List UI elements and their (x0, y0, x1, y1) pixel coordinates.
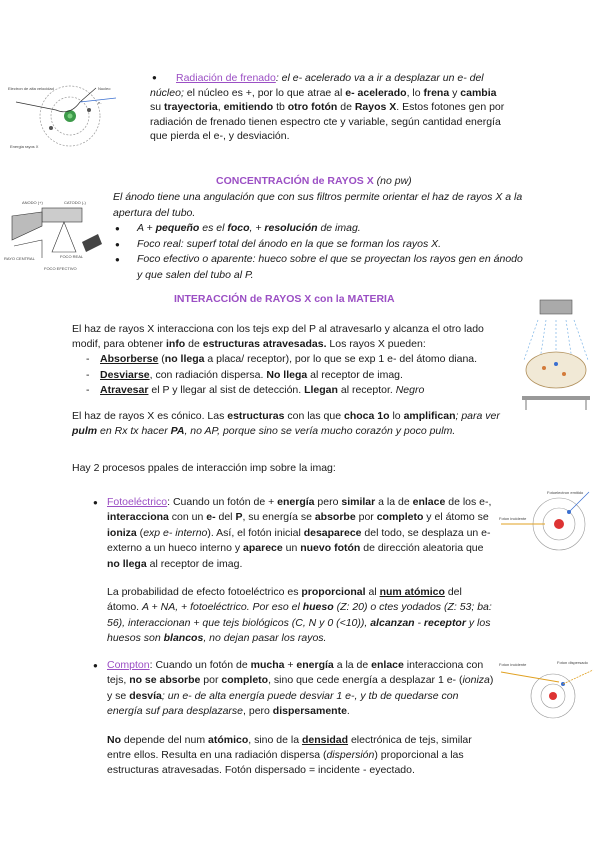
radiacion-frenado-text (150, 86, 510, 144)
rf-t10: trayectoria (164, 101, 218, 114)
fp2f: A + NA, + fotoeléctrico. Por eso el (142, 601, 303, 614)
cp: , pero (243, 705, 273, 718)
interaccion-dash-2 (72, 368, 512, 383)
compton-block (91, 658, 496, 779)
fp2c: al (365, 586, 380, 599)
fp2l: y los huesos son (107, 616, 491, 645)
rf-t1: : el e- acelerado va a ir a desplazar un e- del (275, 72, 484, 84)
concentracion-bullet-3: ● Foco efectivo o aparente: hueco sobre el que se proyectan los rayos gen en ánodo y que salen del tubo al P. (113, 252, 526, 283)
ck: , sino que cede energía a desplazar 1 e- ( (268, 674, 463, 687)
cp2h: ) proporcional a las estructuras atravesadas. Fotón dispersado = incidente - eyectado. (107, 749, 464, 777)
compton-p2 (91, 733, 496, 779)
atom-diagram-figure (6, 80, 138, 152)
cg: interacciona con tejs, (107, 659, 484, 687)
ci: por (200, 674, 222, 687)
ip2g: lo (389, 410, 404, 423)
ip2i: ; para ver (455, 410, 500, 423)
id1b: ( (158, 353, 165, 366)
interaccion-dash-1 (72, 352, 512, 367)
ip1a: El haz de rayos X interacciona con los tejs exp del P al atravesarlo y alcanza el otro lado modif, para obtener (72, 323, 484, 351)
interaccion-block (72, 322, 512, 477)
rf-t8: cambia (460, 86, 497, 99)
fp2n: , no dejan pasar los rayos. (203, 632, 327, 645)
id1c: no llega (164, 353, 205, 366)
rf-t16: Rayos X (354, 101, 397, 114)
cb1g: de imag. (317, 222, 361, 234)
fe: a la de (375, 496, 413, 508)
ip2f: 1o (377, 410, 390, 423)
fg: de los e-, (445, 496, 492, 508)
id2a: Desviarse (100, 368, 150, 381)
fp2g: hueso (302, 601, 334, 614)
fp2k: receptor (423, 616, 466, 629)
ca: : Cuando un fotón de (149, 659, 251, 671)
rf-t15: de (337, 101, 355, 114)
cl: ioniza (462, 674, 490, 687)
fk: del (215, 511, 236, 524)
cp2a: No (107, 733, 121, 746)
concentracion-heading (216, 175, 412, 187)
atom-label-electron: Electron de alta velocidad (8, 86, 54, 91)
fn: absorbe (314, 511, 356, 524)
fp2b: proporcional (301, 586, 366, 599)
cf: enlace (371, 659, 404, 671)
fc: pero (314, 496, 342, 508)
cb: mucha (250, 659, 285, 671)
cp2e: densidad (301, 733, 349, 746)
co: ; un e- de alta energía puede desviar 1 e-, y tb de quedarse con energía suf para desplazarse (107, 689, 459, 718)
irradiation-figure (514, 296, 598, 412)
id2c: No llega (266, 368, 308, 381)
cb1b: pequeño (155, 222, 200, 234)
concentracion-block (113, 190, 526, 283)
fm: , su energía se (242, 511, 315, 524)
fw: del todo, se desplaza un e- externo a un hueco interno y (107, 526, 491, 555)
photo-label-incident: Foton incidente (499, 516, 527, 521)
cp2g: dispersión (326, 749, 375, 762)
anode-label-foco-efectivo: FOCO EFECTIVO (44, 266, 77, 271)
rf-t3: el núcleo es +, por lo que atrae al (183, 86, 346, 99)
fl: P (235, 511, 243, 524)
concentracion-bullet-1 (113, 221, 526, 237)
fh: interacciona (107, 511, 169, 524)
rf-t9: su (150, 101, 165, 114)
fd: similar (341, 496, 376, 508)
fi: con un (168, 511, 207, 524)
fp2h: (Z: 20) o ctes yodados (Z: 53; ba: 56), interaccionan + que tejs biológicos (C, N y 0 (<10)), (107, 601, 492, 629)
cc: + (284, 659, 297, 671)
fp2d: num atómico (379, 586, 445, 599)
fo: por (355, 511, 377, 524)
ip2j: pulm (72, 425, 98, 438)
fx: aparece (243, 542, 283, 555)
fj: e- (206, 511, 216, 524)
id3b: el P y llegar al sist de detección. (148, 383, 305, 396)
radiacion-frenado-bullet (150, 71, 510, 86)
anode-label-anodo: ANODO (+) (22, 200, 43, 205)
id1a: Absorberse (100, 353, 159, 366)
fv: desaparece (303, 526, 362, 539)
anode-label-foco-real: FOCO REAL (60, 254, 84, 259)
cb1e: , + (249, 222, 265, 234)
ip2c: con las que (284, 410, 344, 423)
fz: nuevo fotón (300, 542, 361, 555)
ft: exp e- interno (143, 526, 208, 539)
ip1d: estructuras atravesadas. (202, 338, 327, 351)
atom-label-nucleus: Nucleo (98, 86, 111, 91)
fp2a: La probabilidad de efecto fotoeléctrico es (107, 586, 302, 599)
fp2j: - (414, 616, 424, 629)
id2b: , con radiación dispersa. (149, 368, 267, 381)
fu: ). Así, el fotón inicial (207, 526, 304, 539)
ce: a la de (333, 659, 372, 671)
cq: dispersamente (272, 705, 347, 718)
interaccion-p1 (72, 322, 512, 352)
fac: al receptor de imag. (146, 557, 243, 570)
atom-label-xray: Energia rayos X (10, 144, 39, 149)
fotoelectrico-link[interactable]: Fotoeléctrico (107, 496, 168, 508)
ip2l: PA (170, 425, 185, 438)
cp2d: , sino de la (248, 733, 302, 746)
ip1b: info (165, 338, 186, 351)
fab: no llega (107, 557, 147, 570)
id1d: a placa/ receptor), por lo que se exp 1 e- del átomo diana. (204, 353, 478, 366)
compton-link[interactable]: Compton (107, 659, 150, 671)
fotoelectrico-p2 (91, 585, 496, 647)
ip2k: en Rx tx hacer (97, 425, 171, 438)
anode-diagram-figure (2, 196, 106, 274)
cp2b: depende del num (121, 733, 208, 746)
cp2f: electrónica de tejs, similar entre ellos. Resulta en una radiación dispersa ( (107, 733, 472, 762)
ff: enlace (412, 496, 446, 508)
ip1e: Los rayos X pueden: (326, 338, 426, 351)
interaccion-p2 (72, 409, 512, 439)
ip2h: amplifican (403, 410, 456, 423)
radiacion-frenado-block (150, 71, 510, 144)
interaccion-dash-3 (72, 383, 512, 398)
ip2m: , no AP, porque sino se vería mucho corazón y poco pulm. (184, 425, 456, 438)
id3a: Atravesar (100, 383, 149, 396)
ip2d: choca (344, 410, 375, 423)
concentracion-bullet-2: ● Foco real: superf total del ánodo en la que se forman los rayos X. (113, 237, 526, 253)
rf-t2: núcleo; (150, 86, 184, 99)
cn: desvía (129, 689, 162, 702)
compton-label-scattered: Foton dispersado (557, 660, 588, 665)
fs: ( (136, 526, 144, 539)
cj: completo (221, 674, 269, 687)
fotoelectrico-bullet (91, 495, 496, 572)
id3d: al receptor. (337, 383, 396, 396)
cp2c: atómico (207, 733, 249, 746)
faa: de dirección aleatoria que (360, 542, 484, 555)
compton-bullet (91, 658, 496, 720)
rf-t4: e- acelerado (345, 86, 407, 99)
ip2a: El haz de rayos X es cónico. Las (72, 410, 228, 423)
fotoelectrico-block (91, 495, 496, 647)
rf-t5: , lo (406, 86, 424, 99)
rf-t14: otro fotón (287, 101, 338, 114)
anode-label-catodo: CATODO (-) (64, 200, 86, 205)
ip2b: estructuras (227, 410, 285, 423)
cd: energía (296, 659, 334, 671)
ch: no se absorbe (129, 674, 201, 687)
fr: ioniza (107, 526, 137, 539)
fa: : Cuando un fotón de + (167, 496, 278, 508)
compton-figure (497, 656, 597, 722)
compton-label-incident: Foton incidente (499, 662, 527, 667)
concentracion-title: CONCENTRACIÓN de RAYOS X (216, 175, 374, 187)
fp: completo (376, 511, 424, 524)
cr: . (346, 705, 350, 718)
interaccion-p3: Hay 2 procesos ppales de interacción imp sobre la imag: (72, 462, 336, 475)
atom-label-e: e- (98, 100, 102, 105)
interaccion-heading: INTERACCIÓN de RAYOS X con la MATERIA (174, 293, 395, 305)
rf-t13: tb (273, 101, 288, 114)
rf-t17: . Estos fotones gen por radiación de frenado tienen espectro cte y variable, según cantidad energía que pierda el e-, y desviación. (150, 101, 505, 143)
fy: un (282, 542, 301, 555)
concentracion-intro: El ánodo tiene una angulación que con sus filtros permite orientar el haz de rayos X a la apertura del tubo. (113, 191, 523, 219)
cb1a: A + (137, 222, 156, 234)
rf-t7: y (449, 86, 461, 99)
id2d: al receptor de imag. (307, 368, 403, 381)
rf-t6: frena (423, 86, 450, 99)
fp2m: blancos (163, 632, 204, 645)
cb1c: es el (199, 222, 228, 234)
cm: ) y se (107, 674, 494, 702)
fq: y el átomo se (423, 511, 489, 524)
fp2e: del átomo. (107, 586, 462, 614)
rf-t12: emitiendo (223, 101, 274, 114)
ip1c: de (185, 338, 203, 351)
photo-label-emitted: Fotoelectron emitido (547, 490, 584, 495)
id3e: Negro (395, 383, 425, 396)
concentracion-note: (no pw) (376, 175, 412, 187)
rf-t11: , (217, 101, 224, 114)
fp2i: alcanzan (370, 616, 415, 629)
radiacion-frenado-link[interactable]: Radiación de frenado (176, 72, 276, 84)
id3c: Llegan (304, 383, 338, 396)
anode-label-rayo: RAYO CENTRAL (4, 256, 35, 261)
photoelectric-figure (497, 488, 597, 552)
cb1f: resolución (264, 222, 318, 234)
fb: energía (277, 496, 315, 508)
cb1d: foco (227, 222, 250, 234)
